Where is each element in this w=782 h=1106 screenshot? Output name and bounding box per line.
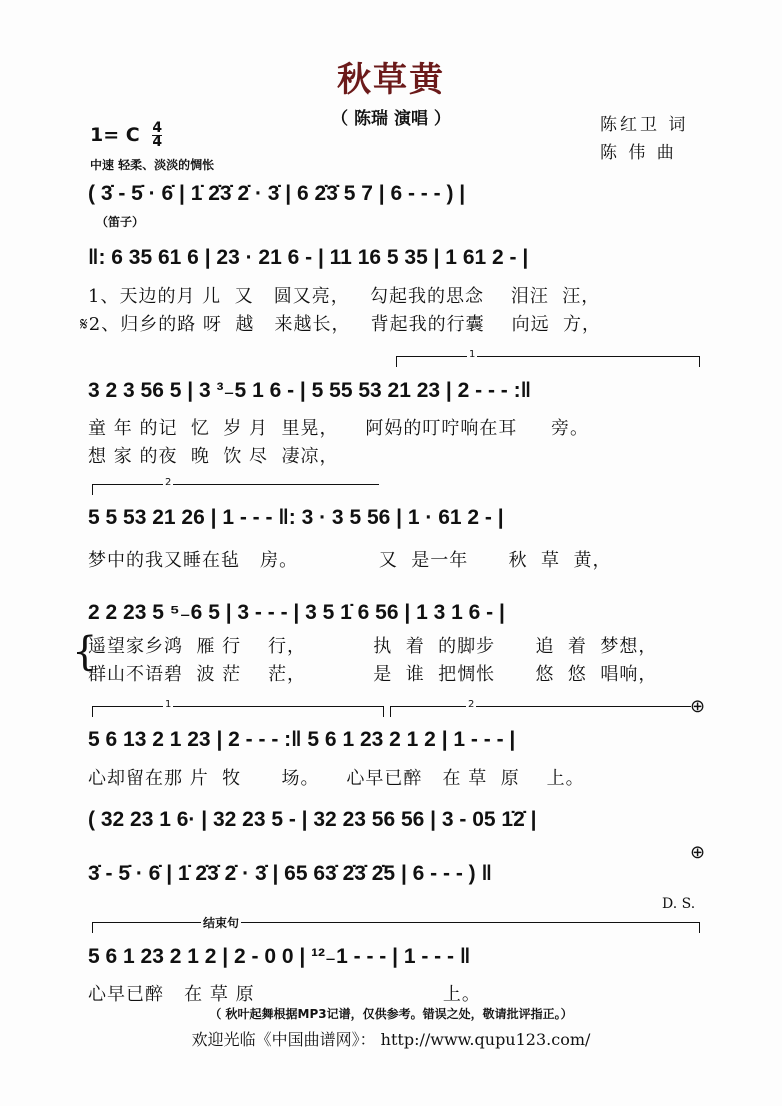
brace-icon: { [72, 629, 98, 675]
lyric-line-3: 梦中的我又睡在毡 房。 又 是一年 秋 草 黄， [88, 550, 612, 571]
notation-row-2: 3 2 3 56 5 | 3 ³₋5 1 6 - | 5 55 53 21 23 | 2 - - - :‖ [88, 378, 532, 402]
volta-bracket-1b [92, 699, 384, 717]
lyric-line-ending: 心早已醉 在 草 原 上。 [88, 984, 481, 1005]
volta-number: 2 [165, 477, 172, 488]
volta-bracket-2b [390, 699, 691, 717]
volta-bracket-1 [396, 349, 700, 367]
time-sig-top: 4 [152, 120, 163, 136]
notation-row-3: 5 5 53 21 26 | 1 - - - ‖: 3 · 3 5 56 | 1 · 61 2 - | [88, 506, 504, 529]
notation-row-interlude-2: 3̇ - 5̇ · 6̇ | 1̇ 2̇3̇ 2̇ · 3̇ | 65 63̇ 2̇3̇ 2̇5 | 6 - - - ) ‖ [88, 862, 492, 885]
transcription-note: （ 秋叶起舞根据MP3记谱，仅供参考。错误之处，敬请批评指正。） [209, 1007, 573, 1021]
lyric-verse2-line2: 想 家 的夜 晚 饮 尽 凄凉， [88, 446, 339, 467]
instrument-label: （笛子） [96, 215, 145, 229]
lyricist-credit: 陈红卫 词 [600, 115, 689, 135]
site-credit: 欢迎光临《中国曲谱网》： http://www.qupu123.com/ [191, 1030, 591, 1049]
coda-icon: ⊕ [690, 696, 706, 717]
tempo-marking: 中速 轻柔、淡淡的惆怅 [90, 158, 215, 172]
volta-number: 1 [165, 699, 172, 710]
lyric-verse1-line1: 1、天边的月 儿 又 圆又亮， 勾起我的思念 泪汪 汪， [88, 286, 601, 307]
time-signature [152, 122, 162, 149]
notation-row-4: 2 2 23 5 ⁵₋6 5 | 3 - - - | 3 5 1̇ 6 56 | 1 3 1 6 - | [88, 600, 505, 624]
lyric-verse2-line1: 𝄋2、归乡的路 呀 越 来越长， 背起我的行囊 向远 方， [80, 314, 602, 335]
key-signature [90, 122, 162, 149]
volta-number: 2 [468, 699, 475, 710]
lyric-verse2-line4: 群山不语碧 波 茫 茫， 是 谁 把惆怅 悠 悠 唱响， [88, 664, 658, 685]
key-label: 1= C [90, 124, 140, 146]
volta-number: 1 [469, 349, 476, 360]
notation-row-1: ‖: 6 35 61 6 | 23 · 21 6 - | 11 16 5 35 | 1 61 2 - | [88, 246, 529, 269]
coda-icon-2: ⊕ [690, 842, 706, 863]
dal-segno-mark: D. S. [662, 896, 696, 912]
lyric-verse1-line2: 童 年 的记 忆 岁 月 里晃， 阿妈的叮咛响在耳 旁。 [88, 418, 589, 439]
composer-credit: 陈 伟 曲 [600, 143, 677, 163]
singer-credit: （ 陈瑞 演唱 ） [331, 109, 451, 129]
notation-row-ending: 5 6 1 23 2 1 2 | 2 - 0 0 | ¹²₋1 - - - | 1 - - - ‖ [88, 944, 471, 968]
ending-label: 结束句 [203, 916, 240, 930]
ending-bracket [92, 916, 700, 933]
volta-bracket-2 [92, 477, 379, 495]
notation-row-5: 5 6 13 2 1 23 | 2 - - - :‖ 5 6 1 23 2 1 2 | 1 - - - | [88, 728, 516, 751]
lyric-verse1-line4: 遥望家乡鸿 雁 行 行， 执 着 的脚步 追 着 梦想， [88, 636, 658, 657]
lyric-line-5: 心却留在那 片 牧 场。 心早已醉 在 草 原 上。 [88, 768, 585, 789]
notation-row-intro: ( 3̇ - 5̇ · 6̇ | 1̇ 2̇3̇ 2̇ · 3̇ | 6 2̇3̇ 5 7 | 6 - - - ) | [88, 182, 466, 205]
song-title: 秋草黄 [337, 60, 445, 100]
time-sig-bottom: 4 [152, 134, 163, 150]
notation-row-interlude-1: ( 32 23 1 6· | 32 23 5 - | 32 23 56 56 | 3 - 05 1̇2̇ | [88, 808, 537, 831]
